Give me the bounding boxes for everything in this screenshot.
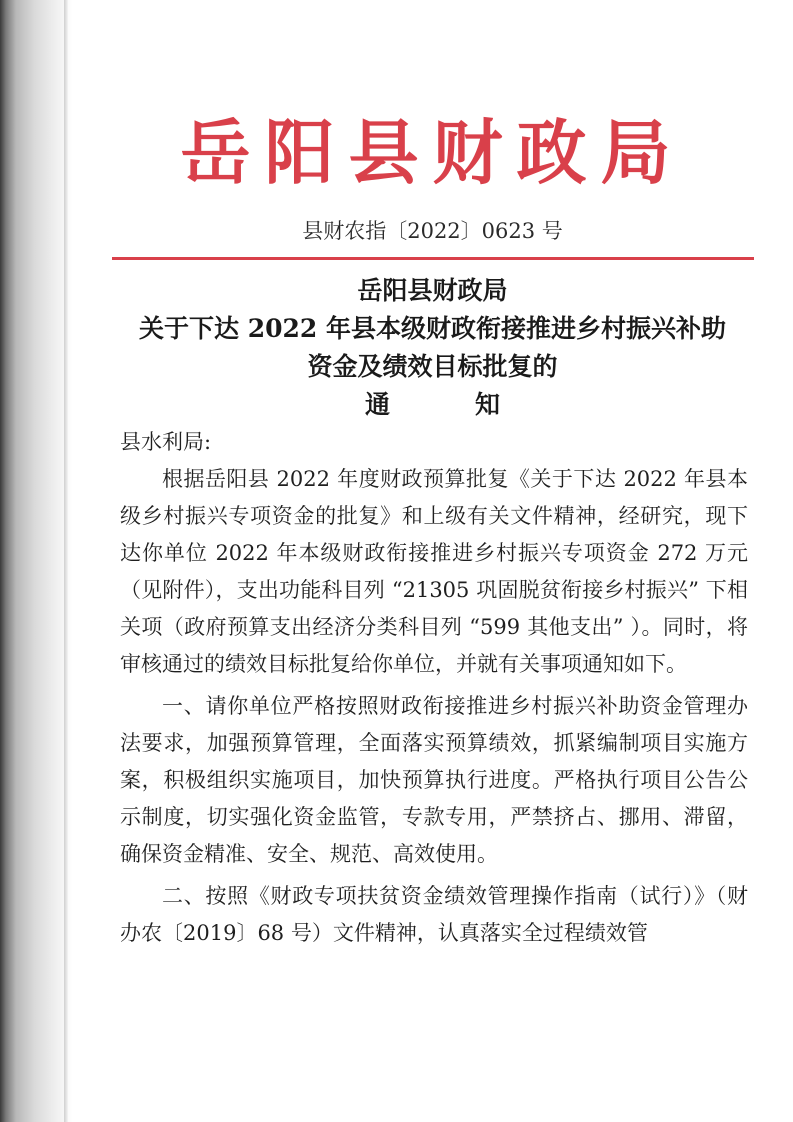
document-number: 县财农指〔2022〕0623 号 xyxy=(302,219,563,243)
letterhead-red-rule xyxy=(112,257,754,260)
addressee: 县水利局: xyxy=(120,430,212,454)
notice-title-line-2: 关于下达 2022 年县本级财政衔接推进乡村振兴补助 xyxy=(139,314,726,343)
letterhead-agency-name: 岳阳县财政局 xyxy=(180,111,685,194)
notice-body xyxy=(120,424,748,952)
body-paragraph-3: 二、按照《财政专项扶贫资金绩效管理操作指南（试行）》（财办农〔2019〕68 号）文件精神，认真落实全过程绩效管 xyxy=(120,884,748,945)
body-paragraph-2: 一、请你单位严格按照财政衔接推进乡村振兴补助资金管理办法要求，加强预算管理，全面落实预算绩效，抓紧编制项目实施方案，积极组织实施项目，加快预算执行进度。严格执行项目公告公示制度，切实强化资金监管，专款专用，严禁挤占、挪用、滞留，确保资金精准、安全、规范、高效使用。 xyxy=(120,694,748,866)
notice-title-line-3: 资金及绩效目标批复的 xyxy=(307,352,558,381)
body-paragraph-1: 根据岳阳县 2022 年度财政预算批复《关于下达 2022 年县本级乡村振兴专项资金的批复》和上级有关文件精神，经研究，现下达你单位 2022 年本级财政衔接推进乡村振兴专项资金 272 万元（见附件），支出功能科目列 “21305 巩固脱贫衔接乡村振兴” 下相关项（政府预算支出经济分类科目列 “599 其他支出” ）。同时，将审核通过的绩效目标批复给你单位，并就有关事项通知如下。 xyxy=(120,467,748,676)
page-binding-edge xyxy=(64,0,68,1122)
notice-title-line-4: 通 知 xyxy=(364,390,530,419)
page-binding-shadow xyxy=(0,0,72,1122)
document-page xyxy=(72,0,793,1122)
notice-title xyxy=(72,272,793,424)
notice-title-line-1: 岳阳县财政局 xyxy=(357,276,508,305)
